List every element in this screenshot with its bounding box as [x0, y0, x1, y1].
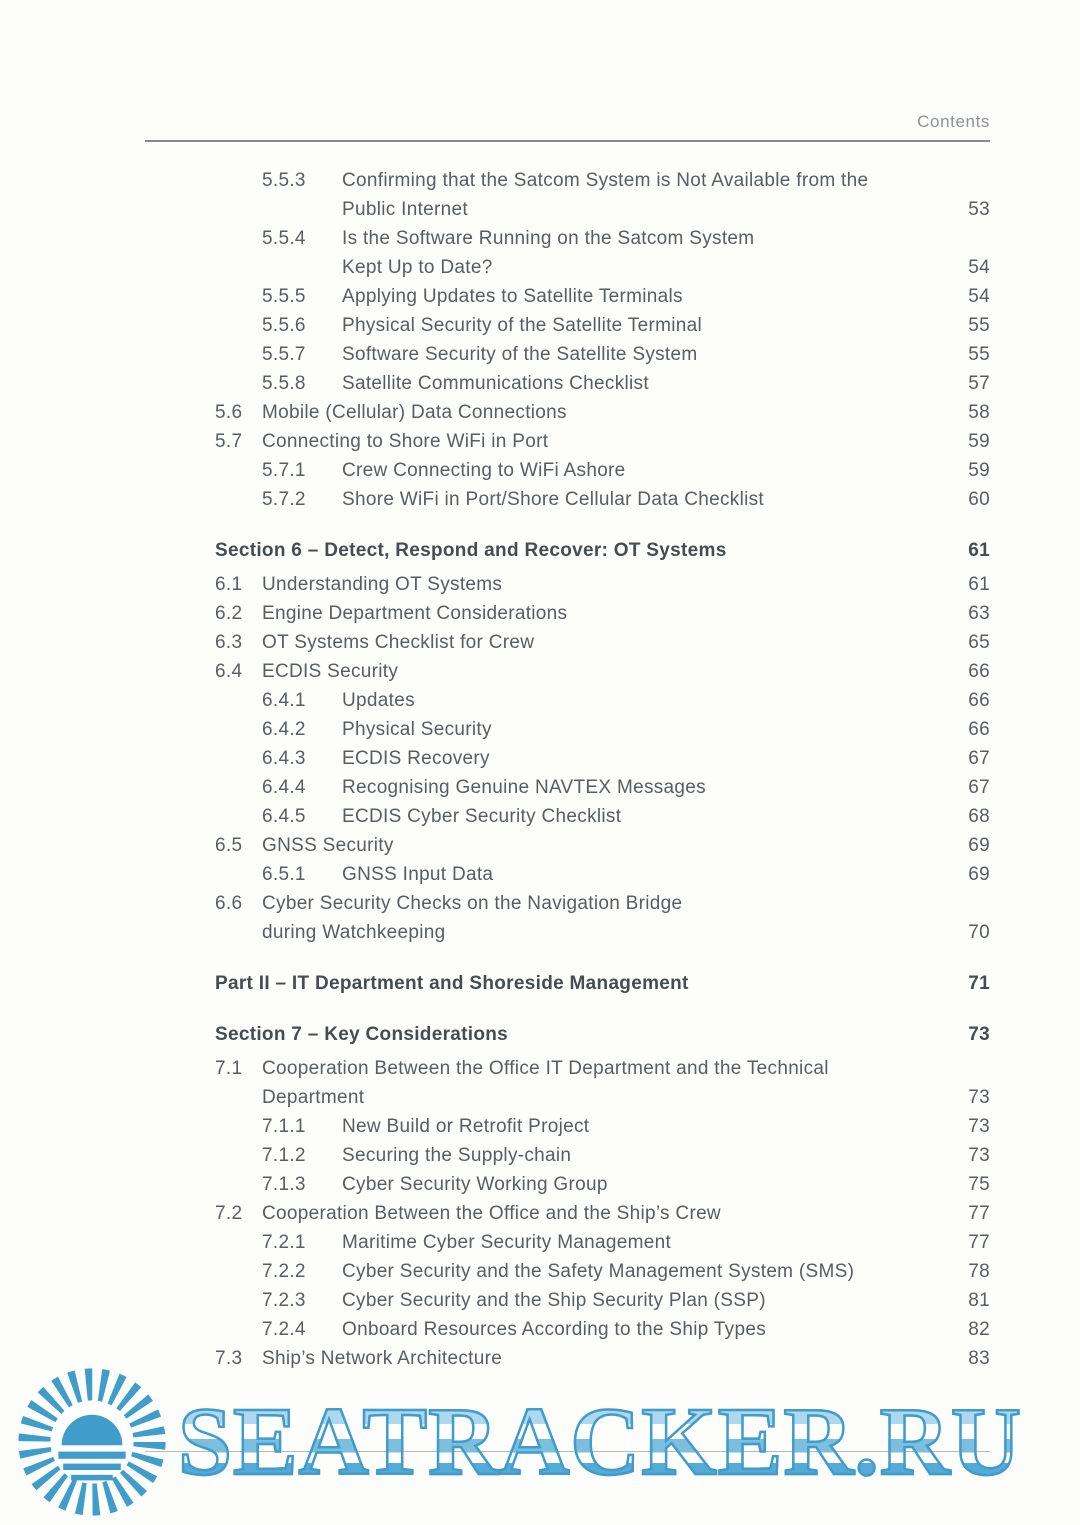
toc-entry [215, 456, 990, 485]
toc-entry [215, 715, 990, 744]
toc-entry-title: Is the Software Running on the Satcom System Kept Up to Date? [342, 228, 755, 278]
toc-entry-number: 5.5.3 [262, 170, 306, 191]
toc-entry-number: 6.5.1 [262, 864, 306, 885]
toc-entry [215, 570, 990, 599]
toc-entry [215, 1170, 990, 1199]
toc-entry-page: 61 [968, 540, 990, 561]
toc-entry-number: 7.1 [215, 1058, 243, 1079]
toc-entry-page: 73 [968, 1024, 990, 1045]
watermark [8, 1362, 1076, 1522]
toc-entry [215, 1286, 990, 1315]
toc-entry [215, 1054, 990, 1112]
toc-entry-number: 5.5.5 [262, 286, 306, 307]
toc-entry [215, 802, 990, 831]
toc-entry-number: 6.4 [215, 661, 243, 682]
toc-entry-page: 59 [968, 460, 990, 481]
toc-entry-page: 78 [968, 1261, 990, 1282]
toc-entry-number: 6.4.3 [262, 748, 306, 769]
toc-entry-number: 5.5.6 [262, 315, 306, 336]
toc-entry [215, 628, 990, 657]
toc-entry-title: Section 7 – Key Considerations [215, 1024, 509, 1045]
page-header: Contents [917, 112, 990, 131]
toc-entry-title: Applying Updates to Satellite Terminals [342, 286, 683, 307]
toc-entry-title: Cyber Security and the Safety Management System (SMS) [342, 1261, 855, 1282]
toc-entry-title: ECDIS Security [262, 661, 399, 682]
toc-entry-page: 70 [968, 922, 990, 943]
toc-entry-page: 68 [968, 806, 990, 827]
toc-entry-title: Cyber Security Checks on the Navigation Bridge during Watchkeeping [262, 893, 683, 943]
toc-entry-title: Software Security of the Satellite System [342, 344, 698, 365]
toc-entry [215, 773, 990, 802]
toc-entry-number: 6.5 [215, 835, 243, 856]
toc-entry-number: 7.1.2 [262, 1145, 306, 1166]
toc-entry [215, 224, 990, 282]
toc-entry-title: Physical Security of the Satellite Terminal [342, 315, 702, 336]
toc-entry-title: Maritime Cyber Security Management [342, 1232, 672, 1253]
toc-entry [215, 744, 990, 773]
toc-entry [215, 398, 990, 427]
toc-entry-number: 6.4.1 [262, 690, 306, 711]
toc-entry-number: 6.6 [215, 893, 243, 914]
toc-entry-page: 53 [968, 199, 990, 220]
toc-entry-title: ECDIS Cyber Security Checklist [342, 806, 622, 827]
toc-entry-page: 55 [968, 344, 990, 365]
toc-entry-page: 73 [968, 1116, 990, 1137]
toc-entry [215, 340, 990, 369]
toc-entry-number: 6.2 [215, 603, 243, 624]
toc-entry-page: 66 [968, 661, 990, 682]
toc-entry-page: 69 [968, 835, 990, 856]
toc-entry-number: 5.5.8 [262, 373, 306, 394]
toc-entry-number: 7.2.2 [262, 1261, 306, 1282]
toc-entry-page: 77 [968, 1203, 990, 1224]
header-rule [145, 140, 990, 142]
toc-entry-title: OT Systems Checklist for Crew [262, 632, 535, 653]
toc-entry-title: Satellite Communications Checklist [342, 373, 649, 394]
toc-entry [215, 657, 990, 686]
toc-entry-page: 63 [968, 603, 990, 624]
toc-entry-number: 7.1.3 [262, 1174, 306, 1195]
toc-entry-title: Mobile (Cellular) Data Connections [262, 402, 567, 423]
toc-entry-page: 66 [968, 690, 990, 711]
toc-entry [215, 1112, 990, 1141]
toc-entry-page: 54 [968, 257, 990, 278]
toc-entry-number: 7.2 [215, 1203, 243, 1224]
toc-entry [215, 860, 990, 889]
toc-entry-page: 82 [968, 1319, 990, 1340]
toc-entry-page: 55 [968, 315, 990, 336]
toc-entry [215, 1199, 990, 1228]
toc-entry-number: 7.1.1 [262, 1116, 306, 1137]
toc-entry [215, 889, 990, 947]
toc-entry-number: 7.2.4 [262, 1319, 306, 1340]
toc-entry [215, 1228, 990, 1257]
toc-entry-page: 61 [968, 574, 990, 595]
toc-entry-page: 59 [968, 431, 990, 452]
toc-entry-title: New Build or Retrofit Project [342, 1116, 590, 1137]
toc-entry [215, 1020, 990, 1049]
toc-entry-page: 77 [968, 1232, 990, 1253]
toc-entry-title: Confirming that the Satcom System is Not Available from the Public Internet [342, 170, 869, 220]
toc-entry-title: Cyber Security and the Ship Security Plan (SSP) [342, 1290, 766, 1311]
toc-entry-page: 54 [968, 286, 990, 307]
toc-entry-title: GNSS Input Data [342, 864, 494, 885]
toc-entry [215, 282, 990, 311]
toc-entry-page: 81 [968, 1290, 990, 1311]
toc-entry-page: 67 [968, 777, 990, 798]
toc-entry-page: 65 [968, 632, 990, 653]
toc-entry-title: Shore WiFi in Port/Shore Cellular Data Checklist [342, 489, 764, 510]
toc-entry-page: 73 [968, 1087, 990, 1108]
toc-entry-number: 7.2.3 [262, 1290, 306, 1311]
toc-entry [215, 1257, 990, 1286]
toc-entry-title: Section 6 – Detect, Respond and Recover: OT Systems [215, 540, 727, 561]
toc-entry-title: Crew Connecting to WiFi Ashore [342, 460, 626, 481]
toc-entry-page: 75 [968, 1174, 990, 1195]
toc-entry-title: Securing the Supply-chain [342, 1145, 572, 1166]
toc-entry [215, 1315, 990, 1344]
toc-entry-number: 5.5.4 [262, 228, 306, 249]
toc-entry-title: Updates [342, 690, 415, 711]
toc-entry-page: 71 [968, 973, 990, 994]
toc-entry-title: Understanding OT Systems [262, 574, 503, 595]
toc-entry-number: 5.5.7 [262, 344, 306, 365]
toc-entry-title: Cooperation Between the Office IT Department and the Technical Department [262, 1058, 829, 1108]
toc-entry [215, 831, 990, 860]
toc-entry-page: 69 [968, 864, 990, 885]
toc-entry-title: Connecting to Shore WiFi in Port [262, 431, 549, 452]
toc-entry [215, 311, 990, 340]
toc-entry-title: Cyber Security Working Group [342, 1174, 608, 1195]
toc-entry-number: 6.4.4 [262, 777, 306, 798]
toc-entry-title: GNSS Security [262, 835, 394, 856]
toc-entry-number: 5.7 [215, 431, 243, 452]
toc-entry-number: 6.4.5 [262, 806, 306, 827]
toc-entry-number: 6.3 [215, 632, 243, 653]
watermark-text: SEATRACKER.RU [178, 1387, 1022, 1495]
toc-entry-page: 83 [968, 1348, 990, 1369]
toc-entry [215, 969, 990, 998]
toc-entry [215, 485, 990, 514]
toc-entry-number: 6.1 [215, 574, 243, 595]
toc-entry-title: Onboard Resources According to the Ship Types [342, 1319, 767, 1340]
toc-entry-title: Cooperation Between the Office and the Ship’s Crew [262, 1203, 721, 1224]
toc-entry [215, 686, 990, 715]
toc-entry-title: Physical Security [342, 719, 492, 740]
toc-entry-page: 60 [968, 489, 990, 510]
toc-entry-title: ECDIS Recovery [342, 748, 490, 769]
toc-entry-title: Part II – IT Department and Shoreside Management [215, 973, 689, 994]
toc-entry-page: 66 [968, 719, 990, 740]
toc-entry-page: 73 [968, 1145, 990, 1166]
toc-entry-number: 5.6 [215, 402, 243, 423]
toc-entry-number: 5.7.1 [262, 460, 306, 481]
toc-entry [215, 599, 990, 628]
toc-entry-title: Recognising Genuine NAVTEX Messages [342, 777, 706, 798]
toc-entry-number: 5.7.2 [262, 489, 306, 510]
sun-logo-icon [8, 1362, 176, 1522]
toc-entry [215, 427, 990, 456]
toc-entry [215, 1141, 990, 1170]
toc-entry [215, 166, 990, 224]
toc-entry-number: 6.4.2 [262, 719, 306, 740]
toc-list [215, 166, 990, 1373]
toc-entry-page: 58 [968, 402, 990, 423]
toc-entry-page: 57 [968, 373, 990, 394]
toc-entry-title: Engine Department Considerations [262, 603, 568, 624]
toc-entry [215, 536, 990, 565]
toc-entry [215, 369, 990, 398]
toc-entry-number: 7.3 [215, 1348, 243, 1369]
toc-entry-title: Ship’s Network Architecture [262, 1348, 503, 1369]
toc-entry-page: 67 [968, 748, 990, 769]
toc-entry-number: 7.2.1 [262, 1232, 306, 1253]
